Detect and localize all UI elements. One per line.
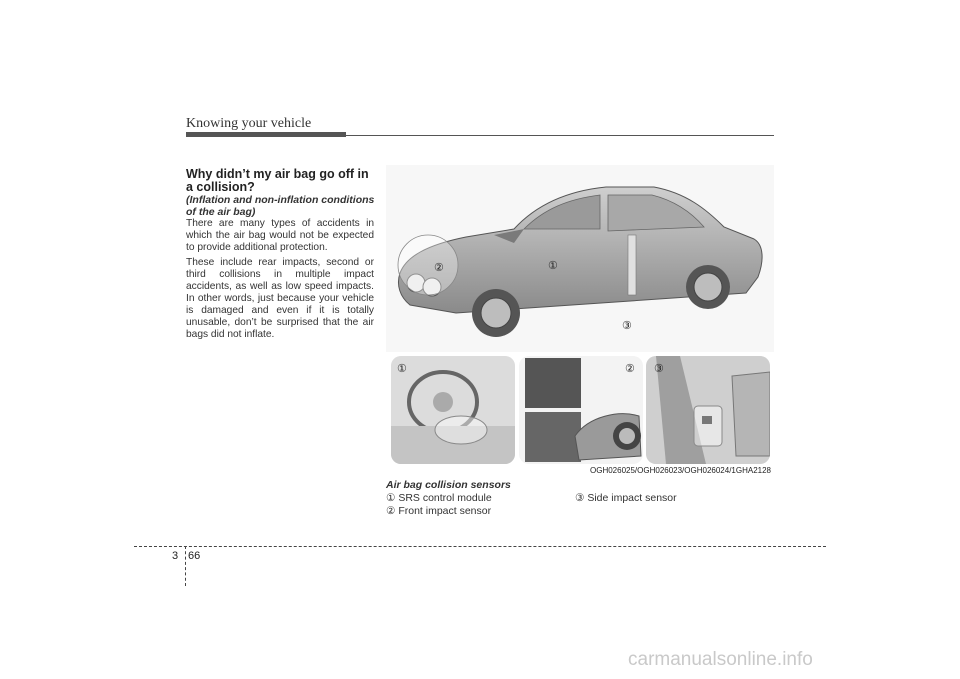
paragraph-1: There are many types of accidents in which the air bag would not be expected to provide additional protection. bbox=[186, 218, 374, 253]
marker-three: ③ bbox=[622, 320, 632, 332]
caption-item-srs-module: ① SRS control module bbox=[386, 492, 492, 504]
figure-code: OGH026025/OGH026023/OGH026024/1GHA2128 bbox=[590, 466, 772, 475]
watermark: carmanualsonline.info bbox=[628, 649, 813, 670]
car-illustration bbox=[386, 165, 774, 352]
header-rule bbox=[186, 135, 774, 136]
detail-panel-srs-module bbox=[391, 356, 515, 464]
panel2-marker: ② bbox=[625, 363, 635, 375]
figure-caption-title: Air bag collision sensors bbox=[386, 479, 511, 491]
caption-item-front-sensor: ② Front impact sensor bbox=[386, 505, 492, 517]
header-title: Knowing your vehicle bbox=[186, 116, 312, 131]
paragraph-2: These include rear impacts, second or third collisions in multiple impact accidents, as well as low speed impacts. In other words, just because your vehicle is damaged and even if it is totally unusable, don’t be surprised that the air bags did not inflate. bbox=[186, 257, 374, 340]
detail-panel-front-sensor bbox=[519, 356, 643, 464]
footer-rule bbox=[134, 546, 826, 547]
detail-panel-side-sensor bbox=[646, 356, 770, 464]
page-number: 66 bbox=[188, 550, 201, 562]
panel1-marker: ① bbox=[397, 363, 407, 375]
section-number: 3 bbox=[172, 550, 179, 562]
footer-divider bbox=[185, 546, 186, 586]
caption-item-side-sensor: ③ Side impact sensor bbox=[575, 492, 677, 504]
section-subtitle: (Inflation and non-inflation conditions of the air bag) bbox=[186, 194, 375, 218]
marker-two: ② bbox=[434, 262, 444, 274]
panel3-marker: ③ bbox=[654, 363, 664, 375]
section-heading: Why didn’t my air bag go off in a collision? bbox=[186, 167, 369, 194]
marker-one: ① bbox=[548, 260, 558, 272]
